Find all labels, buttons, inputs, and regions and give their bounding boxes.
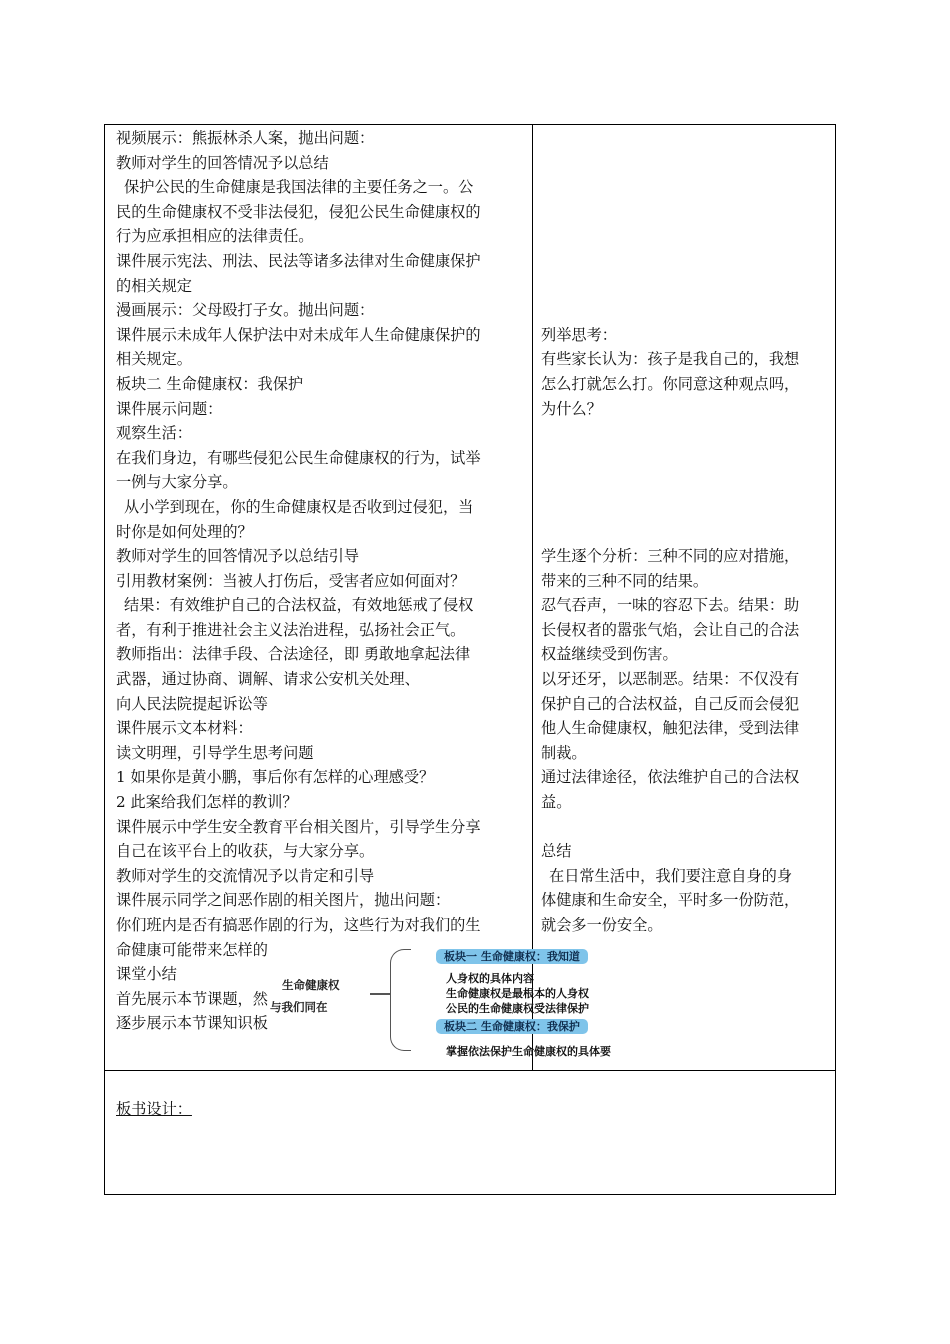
text-line: 制裁。 bbox=[541, 743, 587, 762]
text-line: 视频展示：熊振林杀人案，抛出问题： bbox=[116, 129, 375, 147]
text-line: 他人生命健康权，触犯法律，受到法律 bbox=[541, 719, 800, 738]
text-line: 保护公民的生命健康是我国法律的主要任务之一。公 bbox=[124, 178, 474, 197]
student-activity-column bbox=[541, 126, 831, 938]
text-line: 时你是如何处理的？ bbox=[116, 522, 253, 541]
text-line: 课件展示未成年人保护法中对未成年人生命健康保护的 bbox=[116, 325, 481, 344]
text-line: 行为应承担相应的法律责任。 bbox=[116, 227, 314, 246]
text-line: 在日常生活中，我们要注意自身的身 bbox=[549, 866, 792, 885]
text-line: 逐步展示本节课知识板 bbox=[116, 1014, 268, 1033]
brace-tick bbox=[370, 993, 390, 995]
text-line: 漫画展示：父母殴打子女。抛出问题： bbox=[116, 301, 375, 320]
brace-shape bbox=[390, 949, 411, 1051]
diagram-item: 生命健康权是最根本的人身权 bbox=[446, 987, 589, 1000]
diagram-item: 掌握依法保护生命健康权的具体要 bbox=[446, 1045, 611, 1058]
text-line: 首先展示本节课题，然 bbox=[116, 989, 268, 1008]
text-line: 益。 bbox=[541, 793, 572, 812]
text-line: 有些家长认为：孩子是我自己的，我想 bbox=[541, 350, 800, 369]
text-line: 课件展示文本材料： bbox=[116, 719, 253, 738]
text-line: 的相关规定 bbox=[116, 276, 192, 295]
text-line: 相关规定。 bbox=[116, 350, 192, 369]
block-one-label: 板块一 生命健康权：我知道 bbox=[436, 949, 588, 964]
text-line: 怎么打就怎么打。你同意这种观点吗， bbox=[541, 374, 800, 393]
question-item: 1 如果你是黄小鹏，事后你有怎样的心理感受？ bbox=[116, 768, 435, 787]
text-line: 保护自己的合法权益，自己反而会侵犯 bbox=[541, 694, 800, 713]
text-line: 为什么？ bbox=[541, 399, 602, 418]
text-line: 教师指出：法律手段、合法途径，即 勇敢地拿起法律 bbox=[116, 645, 471, 664]
text-line: 你们班内是否有搞恶作剧的行为，这些行为对我们的生 bbox=[116, 916, 481, 934]
board-design-label: 板书设计： bbox=[116, 1100, 192, 1118]
text-line: 者，有利于推进社会主义法治进程，弘扬社会正气。 bbox=[116, 620, 466, 639]
text-line: 忍气吞声，一味的容忍下去。结果：助 bbox=[541, 596, 800, 615]
text-line: 通过法律途径，依法维护自己的合法权 bbox=[541, 768, 800, 787]
text-line: 观察生活： bbox=[116, 424, 192, 443]
diagram-item: 人身权的具体内容 bbox=[446, 972, 534, 985]
text-line: 武器，通过协商、调解、请求公安机关处理、 bbox=[116, 670, 420, 689]
teacher-activity-column bbox=[116, 126, 526, 1036]
text-line: 教师对学生的交流情况予以肯定和引导 bbox=[116, 866, 375, 885]
diagram-title: 生命健康权 bbox=[282, 978, 340, 992]
knowledge-diagram bbox=[270, 943, 675, 1065]
summary-heading: 总结 bbox=[541, 842, 572, 861]
block-two-label: 板块二 生命健康权：我保护 bbox=[436, 1019, 588, 1034]
text-line: 带来的三种不同的结果。 bbox=[541, 571, 709, 590]
text-line: 课堂小结 bbox=[116, 965, 177, 984]
text-line: 读文明理，引导学生思考问题 bbox=[116, 743, 314, 762]
text-line: 教师对学生的回答情况予以总结 bbox=[116, 153, 329, 172]
text-line: 课件展示问题： bbox=[116, 399, 223, 418]
text-line: 课件展示同学之间恶作剧的相关图片，抛出问题： bbox=[116, 891, 451, 910]
text-line: 从小学到现在，你的生命健康权是否收到过侵犯，当 bbox=[124, 497, 474, 516]
row-divider bbox=[104, 1070, 836, 1071]
text-line: 以牙还牙，以恶制恶。结果：不仅没有 bbox=[541, 670, 800, 689]
text-line: 列举思考： bbox=[541, 325, 617, 344]
text-line: 体健康和生命安全，平时多一份防范， bbox=[541, 891, 800, 910]
text-line: 引用教材案例：当被人打伤后，受害者应如何面对？ bbox=[116, 571, 466, 590]
text-line: 命健康可能带来怎样的 bbox=[116, 940, 268, 959]
text-line: 权益继续受到伤害。 bbox=[541, 645, 678, 664]
text-line: 一例与大家分享。 bbox=[116, 473, 238, 492]
text-line: 课件展示宪法、刑法、民法等诸多法律对生命健康保护 bbox=[116, 251, 481, 270]
text-line: 长侵权者的嚣张气焰，会让自己的合法 bbox=[541, 620, 800, 639]
text-line: 在我们身边，有哪些侵犯公民生命健康权的行为，试举 bbox=[116, 448, 481, 467]
diagram-item: 公民的生命健康权受法律保护 bbox=[446, 1002, 589, 1015]
text-line: 自己在该平台上的收获，与大家分享。 bbox=[116, 842, 375, 861]
text-line: 课件展示中学生安全教育平台相关图片，引导学生分享 bbox=[116, 817, 481, 836]
question-item: 2 此案给我们怎样的教训？ bbox=[116, 793, 298, 812]
text-line: 学生逐个分析：三种不同的应对措施， bbox=[541, 547, 800, 566]
section-heading: 板块二 生命健康权：我保护 bbox=[116, 374, 304, 393]
text-line: 就会多一份安全。 bbox=[541, 916, 663, 934]
diagram-overlap-text: 与我们同在 bbox=[270, 1000, 328, 1014]
text-line: 教师对学生的回答情况予以总结引导 bbox=[116, 547, 359, 566]
text-line: 民的生命健康权不受非法侵犯，侵犯公民生命健康权的 bbox=[116, 202, 481, 221]
text-line: 向人民法院提起诉讼等 bbox=[116, 694, 268, 713]
text-line: 结果：有效维护自己的合法权益，有效地惩戒了侵权 bbox=[124, 596, 474, 615]
column-divider bbox=[532, 124, 533, 1070]
